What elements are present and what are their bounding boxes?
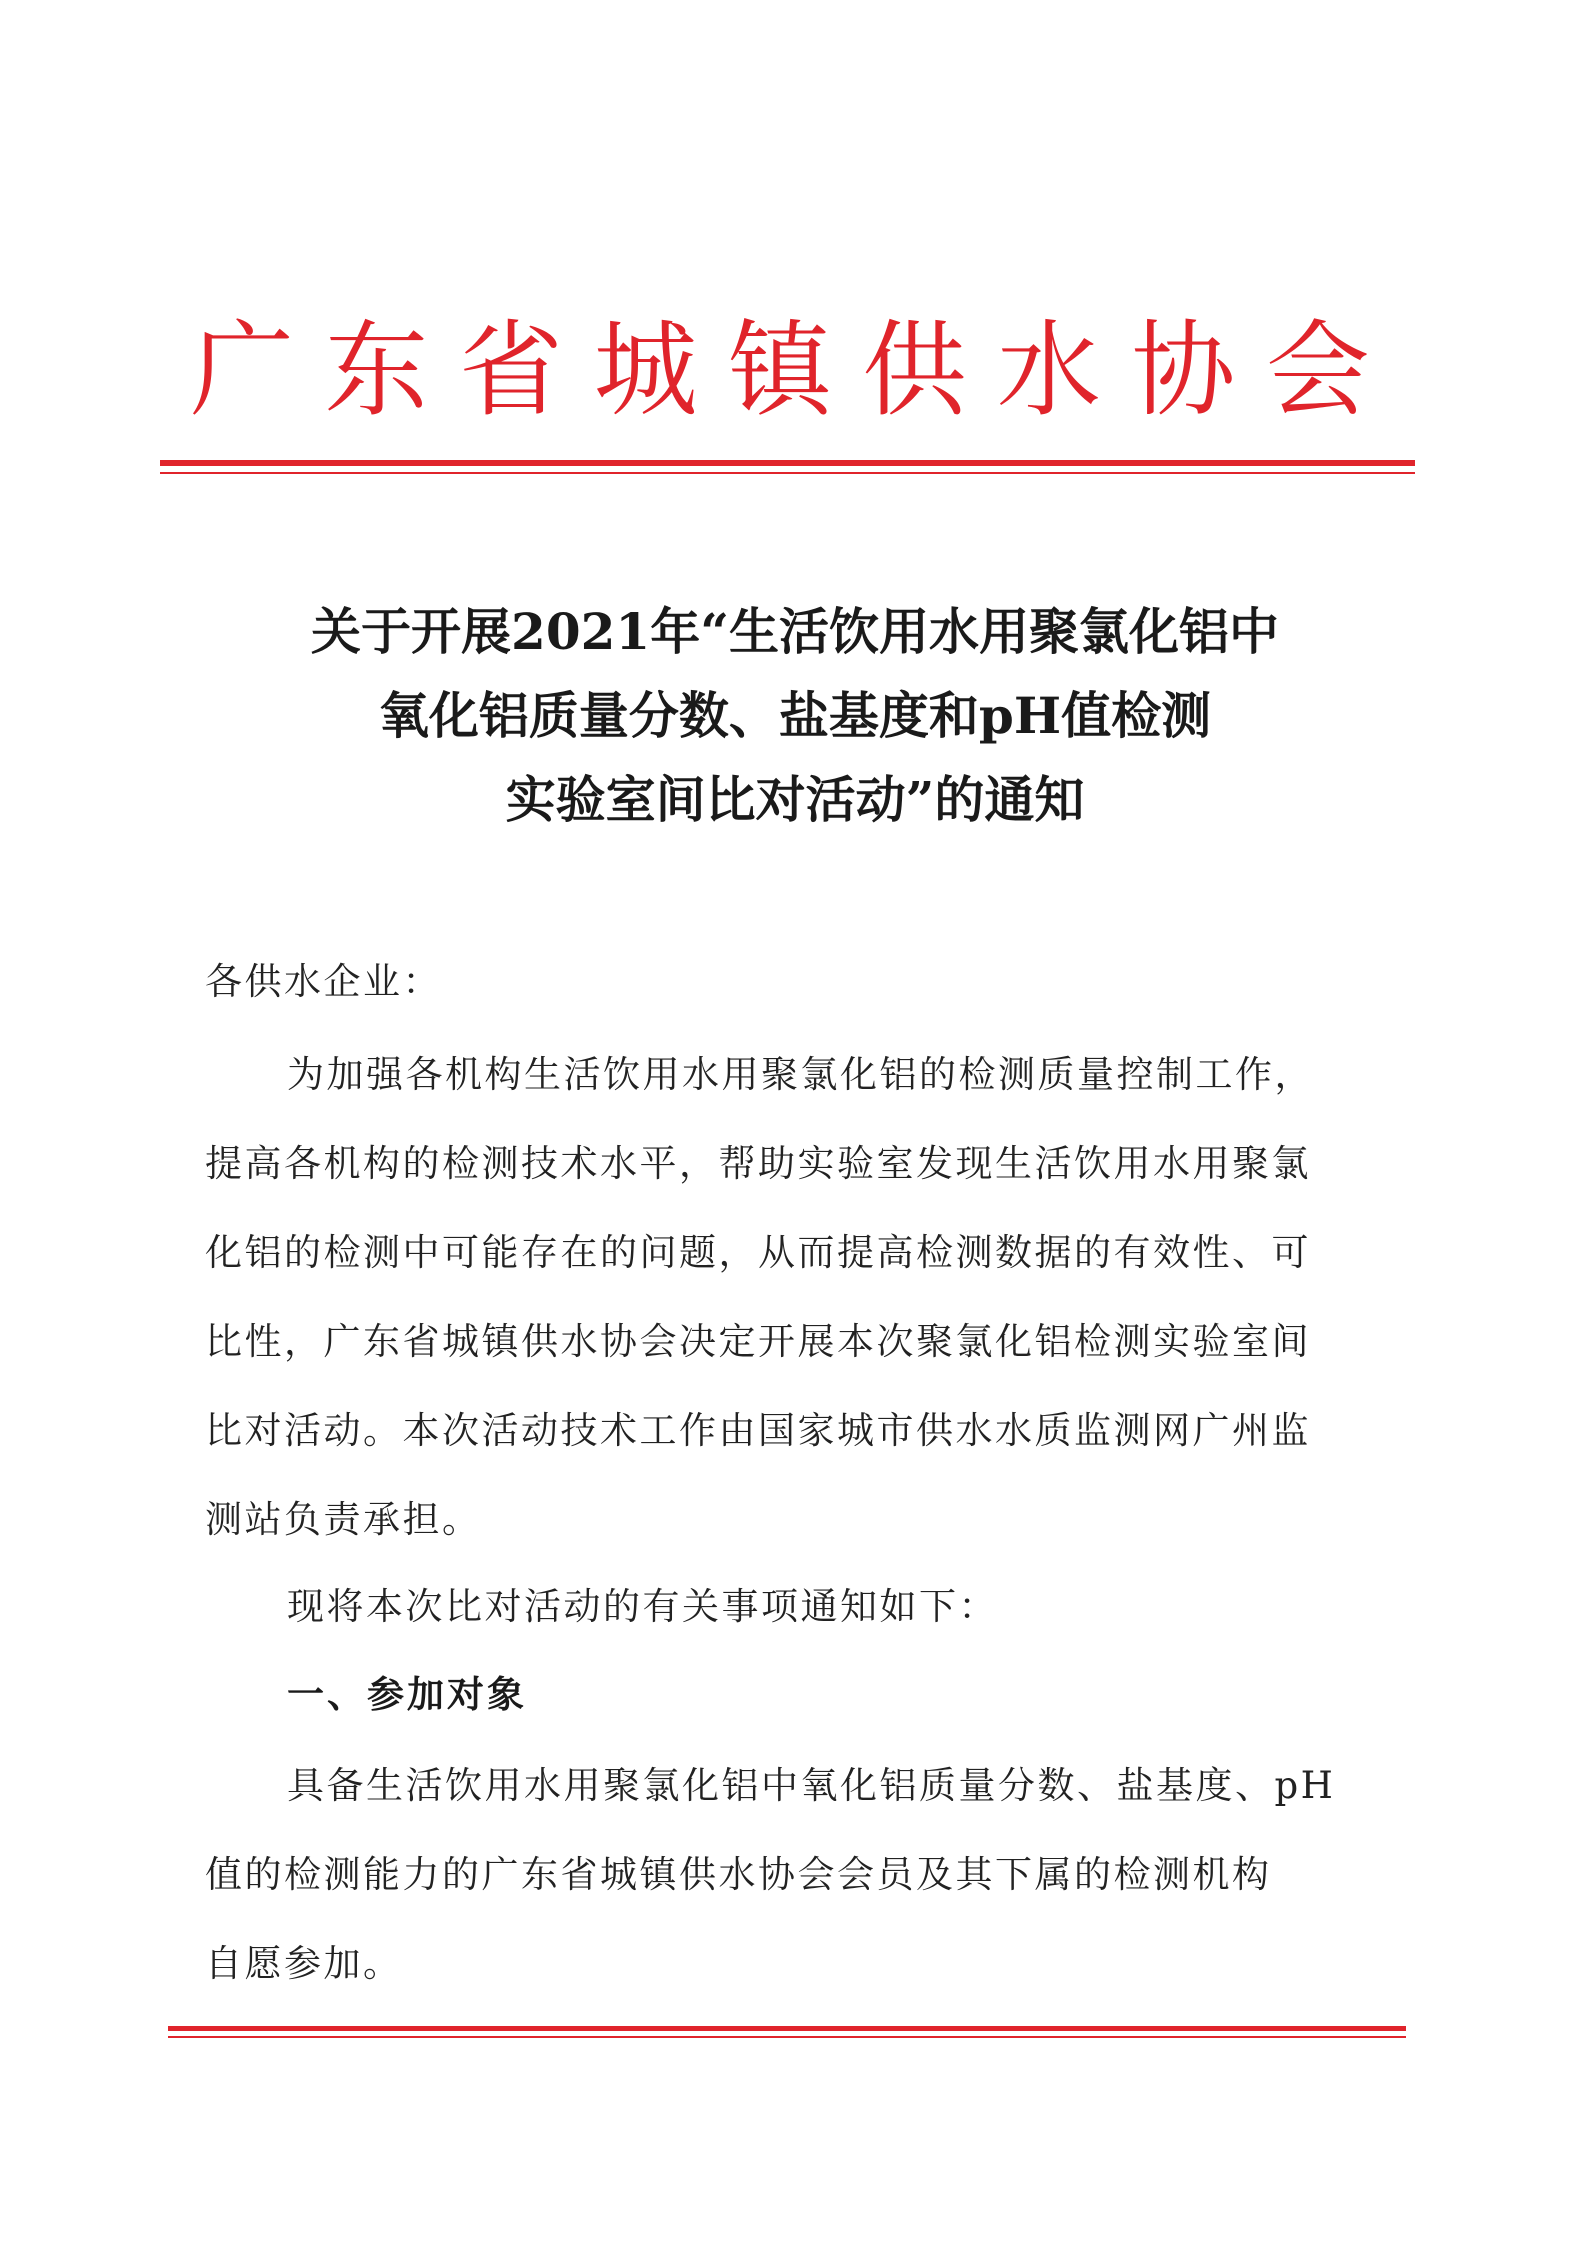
letterhead-char: 镇 [727,309,832,431]
letterhead-char: 东 [324,309,429,431]
paragraph-line: 自愿参加。 [205,1942,403,1985]
letterhead-char: 广 [190,309,295,431]
section-heading: 一、参加对象 [287,1673,527,1716]
letterhead-char: 会 [1265,309,1370,431]
letterhead-char: 城 [593,309,698,431]
header-divider-thick [160,460,1415,466]
title-line: 关于开展2021年“生活饮用水用聚氯化铝中 [311,602,1279,661]
paragraph-line: 提高各机构的检测技术水平，帮助实验室发现生活饮用水用聚氯 [205,1142,1311,1185]
footer-divider-thin [168,2036,1406,2038]
footer-divider-thick [168,2026,1406,2031]
title-line: 实验室间比对活动”的通知 [505,770,1085,829]
notice-intro: 现将本次比对活动的有关事项通知如下： [287,1585,998,1628]
org-letterhead [190,300,1370,440]
paragraph-purpose [205,1030,1390,1564]
letterhead-char: 协 [1131,309,1236,431]
paragraph-line: 比性，广东省城镇供水协会决定开展本次聚氯化铝检测实验室间 [205,1320,1311,1363]
paragraph-line: 具备生活饮用水用聚氯化铝中氧化铝质量分数、盐基度、pH [287,1764,1336,1807]
header-divider-thin [160,472,1415,474]
title-line: 氧化铝质量分数、盐基度和pH值检测 [378,686,1212,745]
paragraph-line: 测站负责承担。 [205,1498,482,1541]
paragraph-line: 化铝的检测中可能存在的问题，从而提高检测数据的有效性、可 [205,1231,1311,1274]
letterhead-char: 水 [996,309,1101,431]
document-title [180,590,1410,842]
letterhead-char: 省 [458,309,563,431]
paragraph-line: 为加强各机构生活饮用水用聚氯化铝的检测质量控制工作， [287,1053,1314,1096]
letterhead-char: 供 [862,309,967,431]
paragraph-line: 比对活动。本次活动技术工作由国家城市供水水质监测网广州监 [205,1409,1311,1452]
paragraph-line: 值的检测能力的广东省城镇供水协会会员及其下属的检测机构 [205,1853,1272,1896]
paragraph-participants [205,1741,1390,2008]
salutation: 各供水企业： [205,960,442,1003]
